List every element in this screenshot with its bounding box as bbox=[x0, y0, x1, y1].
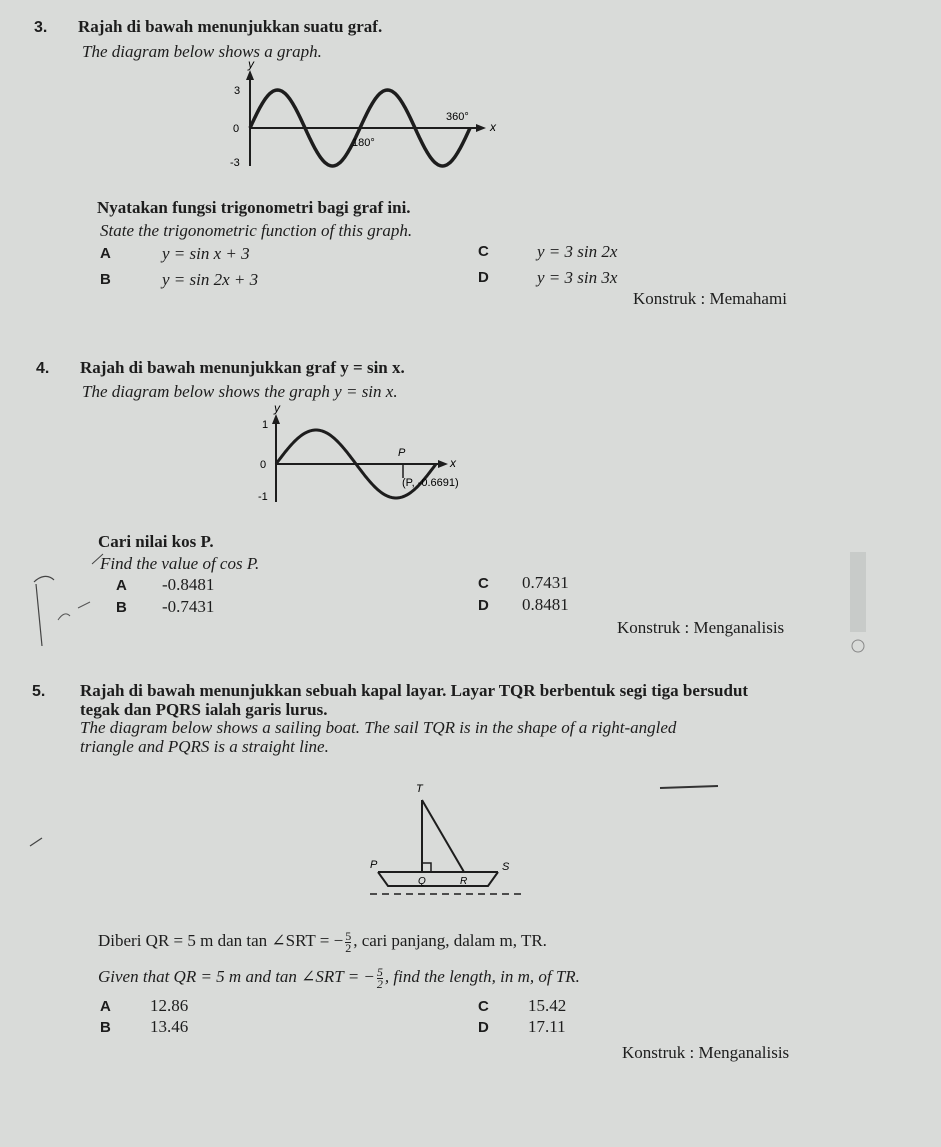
q5-given-ms-frac-num: 5 bbox=[345, 928, 352, 943]
q5-text-ms-2: tegak dan PQRS ialah garis lurus. bbox=[80, 700, 328, 719]
q4-option-c-letter: C bbox=[478, 575, 489, 592]
q4-prompt-en: Find the value of cos P. bbox=[100, 554, 260, 573]
q3-prompt-ms: Nyatakan fungsi trigonometri bagi graf ini. bbox=[97, 198, 411, 217]
q4-option-a-text: -0.8481 bbox=[162, 575, 215, 594]
q4-option-c-text: 0.7431 bbox=[522, 573, 569, 592]
q3-option-a-letter: A bbox=[100, 245, 111, 262]
q5-option-c-text: 15.42 bbox=[528, 996, 567, 1015]
q3-option-b-text: y = sin 2x + 3 bbox=[162, 270, 259, 289]
q4-graph-y-min: -1 bbox=[258, 491, 268, 503]
q3-text-ms: Rajah di bawah menunjukkan suatu graf. bbox=[78, 17, 383, 36]
q5-given-en-frac-den: 2 bbox=[376, 976, 383, 991]
q3-prompt-en: State the trigonometric function of this graph. bbox=[100, 221, 413, 240]
q4-construct: Konstruk : Menganalisis bbox=[617, 618, 785, 637]
q5-given-en-fraction bbox=[376, 964, 383, 991]
q5-option-a-letter: A bbox=[100, 998, 111, 1015]
q5-text-en-1: The diagram below shows a sailing boat. The sail TQR is in the shape of a right-angled bbox=[80, 718, 677, 737]
q5-given-ms-b: , cari panjang, dalam m, TR. bbox=[353, 931, 547, 950]
q5-diagram-s: S bbox=[502, 861, 510, 873]
q3-graph-180: 180° bbox=[352, 137, 375, 149]
q5-given-en-frac-num: 5 bbox=[376, 964, 383, 979]
q4-option-b-letter: B bbox=[116, 599, 127, 616]
q5-diagram-q: Q bbox=[418, 876, 426, 887]
q3-graph-y-min: -3 bbox=[230, 157, 240, 169]
q4-number: 4. bbox=[36, 360, 50, 377]
q4-option-a-letter: A bbox=[116, 577, 127, 594]
q4-sine-graph bbox=[246, 398, 486, 510]
q3-graph-x-label: x bbox=[490, 120, 496, 134]
q5-given-ms-frac-den: 2 bbox=[345, 940, 352, 955]
q5-given-en-a: Given that QR = 5 m and tan ∠SRT = − bbox=[98, 967, 375, 986]
q5-number: 5. bbox=[32, 683, 46, 700]
q4-graph-y-max: 1 bbox=[262, 419, 269, 431]
q3-option-d-text: y = 3 sin 3x bbox=[537, 268, 618, 287]
q3-option-c-text: y = 3 sin 2x bbox=[537, 242, 618, 261]
q3-option-c-letter: C bbox=[478, 243, 489, 260]
q5-given-en-b: , find the length, in m, of TR. bbox=[384, 967, 580, 986]
q5-option-d-text: 17.11 bbox=[528, 1017, 566, 1036]
q5-text-en-2: triangle and PQRS is a straight line. bbox=[80, 737, 329, 756]
q5-sailboat-diagram bbox=[360, 778, 535, 903]
q4-graph-zero: 0 bbox=[260, 459, 267, 471]
q5-text-ms-1: Rajah di bawah menunjukkan sebuah kapal layar. Layar TQR berbentuk segi tiga bersudut bbox=[80, 681, 749, 700]
q3-graph-y-max: 3 bbox=[234, 85, 241, 97]
q3-text-en: The diagram below shows a graph. bbox=[82, 42, 322, 61]
q3-option-b-letter: B bbox=[100, 271, 111, 288]
q3-graph-y-label: y bbox=[248, 58, 254, 71]
q4-prompt-ms: Cari nilai kos P. bbox=[98, 532, 214, 551]
q5-given-ms-a: Diberi QR = 5 m dan tan ∠SRT = − bbox=[98, 931, 344, 950]
q4-graph-p: P bbox=[398, 447, 406, 459]
q4-option-b-text: -0.7431 bbox=[162, 597, 215, 616]
q5-option-b-text: 13.46 bbox=[150, 1017, 189, 1036]
q3-graph-360: 360° bbox=[446, 111, 469, 123]
q3-sine-graph bbox=[218, 58, 503, 176]
q4-text-en: The diagram below shows the graph y = sin x. bbox=[82, 382, 398, 401]
q4-option-d-letter: D bbox=[478, 597, 489, 614]
q5-option-a-text: 12.86 bbox=[150, 996, 189, 1015]
q4-graph-x-label: x bbox=[450, 456, 456, 470]
q3-option-a-text: y = sin x + 3 bbox=[162, 244, 250, 263]
q5-given-ms bbox=[98, 928, 547, 954]
q3-number: 3. bbox=[34, 19, 48, 36]
q3-option-d-letter: D bbox=[478, 269, 489, 286]
q5-diagram-r: R bbox=[460, 876, 468, 887]
q5-given-ms-fraction bbox=[345, 928, 352, 955]
q3-construct: Konstruk : Memahami bbox=[633, 289, 787, 308]
q5-given-en bbox=[98, 964, 580, 990]
q5-option-c-letter: C bbox=[478, 998, 489, 1015]
q4-graph-y-label: y bbox=[274, 401, 280, 415]
q5-construct: Konstruk : Menganalisis bbox=[622, 1043, 790, 1062]
q4-text-ms: Rajah di bawah menunjukkan graf y = sin x. bbox=[80, 358, 405, 377]
q5-option-b-letter: B bbox=[100, 1019, 111, 1036]
q3-graph-zero: 0 bbox=[233, 123, 240, 135]
q5-option-d-letter: D bbox=[478, 1019, 489, 1036]
q4-option-d-text: 0.8481 bbox=[522, 595, 569, 614]
q4-graph-point: (P, -0.6691) bbox=[402, 477, 459, 489]
q5-diagram-t: T bbox=[416, 783, 423, 795]
q5-diagram-p: P bbox=[370, 859, 378, 871]
